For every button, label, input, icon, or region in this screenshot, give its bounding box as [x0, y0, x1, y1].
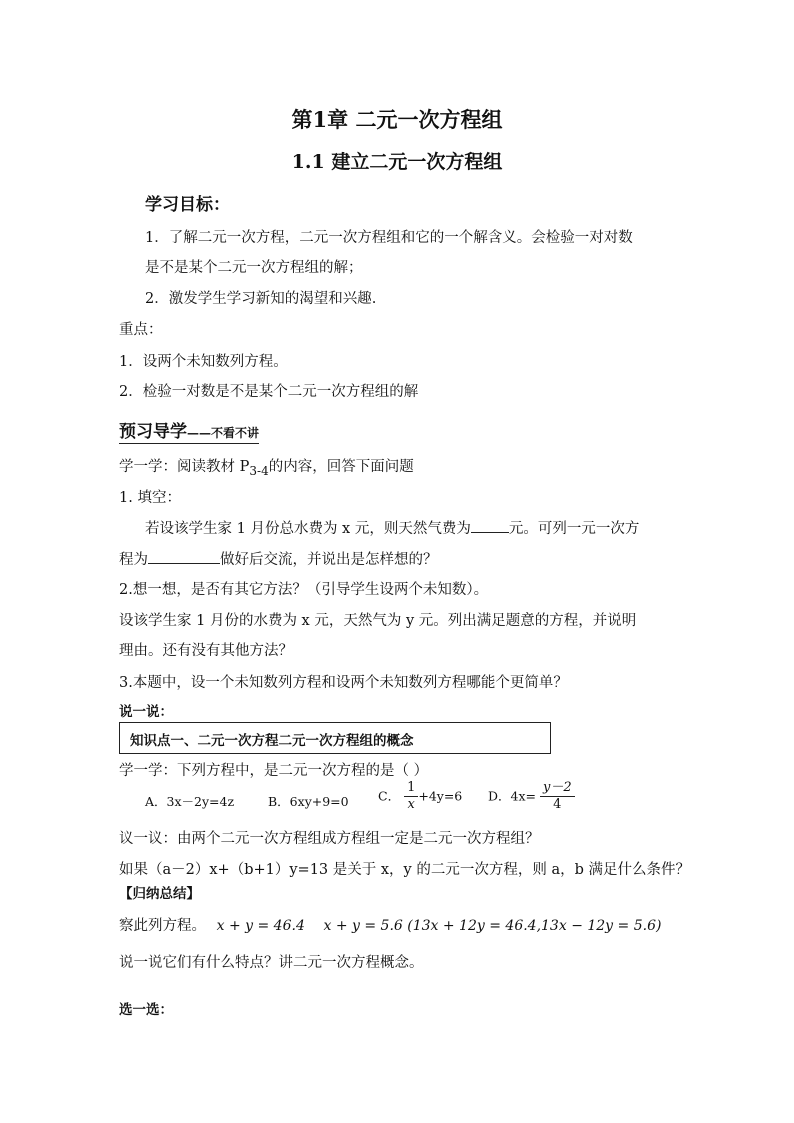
knowledge-point-box — [119, 722, 551, 754]
page-range: 3-4 — [249, 463, 269, 478]
preview-heading-row — [119, 417, 259, 442]
key-points-heading: 重点： — [119, 322, 163, 338]
equation-1: x + y = 46.4 — [216, 918, 305, 934]
question-3: 3.本题中，设一个未知数列方程和设两个未知数列方程哪能个更简单？ — [119, 675, 568, 691]
chapter-title: 第1章 二元一次方程组 — [291, 107, 503, 132]
question-2-line-3: 理由。还有没有其他方法？ — [119, 643, 293, 659]
question-2-line-2: 设该学生家 1 月份的水费为 x 元，天然气为 y 元。列出满足题意的方程，并说明 — [119, 613, 637, 629]
say-heading: 说一说： — [119, 704, 173, 720]
preview-heading-suffix: ——不看不讲 — [187, 426, 260, 440]
objective-2: 2．激发学生学习新知的渴望和兴趣. — [145, 291, 377, 307]
read-instruction: 学一学：阅读教材 $P_{3-4}$的内容，回答下面问题 — [119, 459, 414, 478]
fill-blank-line-1: 若设该学生家 1 月份总水费为 x 元，则天然气费为 元。可列一元一次方 — [145, 518, 639, 539]
objective-1-line-1: 1．了解二元一次方程，二元一次方程组和它的一个解含义。会检验一对对数 — [145, 230, 633, 246]
discuss-line-2: 如果（a－2）x+（b+1）y=13 是关于 x，y 的二元一次方程，则 a，b 满足什么条件？ — [119, 862, 690, 878]
option-c-fraction: $\frac{1}{x}$ — [404, 780, 418, 813]
discuss-line-1: 议一议：由两个二元一次方程组成方程组一定是二元一次方程组？ — [119, 831, 540, 847]
learn-question: 学一学：下列方程中，是二元一次方程的是（ ） — [119, 763, 429, 779]
objective-1-line-2: 是不是某个二元一次方程组的解； — [145, 260, 363, 276]
choose-heading: 选一选： — [119, 1002, 173, 1018]
question-2: 2.想一想，是否有其它方法？（引导学生设两个未知数）。 — [119, 582, 489, 598]
blank-equation — [148, 549, 220, 564]
option-d: D．4x= $\frac{y-2}{4}$ — [488, 780, 575, 813]
blank-gas-fee — [471, 518, 509, 533]
objectives-heading: 学习目标： — [145, 195, 230, 215]
fill-blank-label: 1. 填空： — [119, 490, 181, 506]
option-d-fraction: $\frac{y-2}{4}$ — [540, 780, 575, 813]
section-title: 1.1 建立二元一次方程组 — [291, 151, 503, 173]
fill-blank-line-2: 程为 做好后交流，并说出是怎样想的？ — [119, 549, 438, 570]
preview-heading: 预习导学 — [119, 422, 187, 442]
summary-equations: 察此列方程。 x + y = 46.4 x + y = 5.6 (13x + 12y = 46.4,13x − 12y = 5.6) — [119, 918, 662, 934]
option-b: B．6xy+9=0 — [268, 794, 349, 809]
equation-2: x + y = 5.6 (13x + 12y = 46.4,13x − 12y = 5.6) — [323, 918, 662, 934]
option-a: A．3x－2y=4z — [145, 794, 235, 809]
summary-heading: 【归纳总结】 — [119, 886, 200, 902]
key-point-2: 2．检验一对数是不是某个二元一次方程组的解 — [119, 384, 419, 400]
key-point-1: 1．设两个未知数列方程。 — [119, 354, 288, 370]
option-c: C． $\frac{1}{x}$ +4y=6 — [378, 780, 463, 812]
knowledge-point-text: 知识点一、二元一次方程二元一次方程组的概念 — [130, 733, 414, 749]
summary-line-2: 说一说它们有什么特点？讲二元一次方程概念。 — [119, 955, 424, 971]
